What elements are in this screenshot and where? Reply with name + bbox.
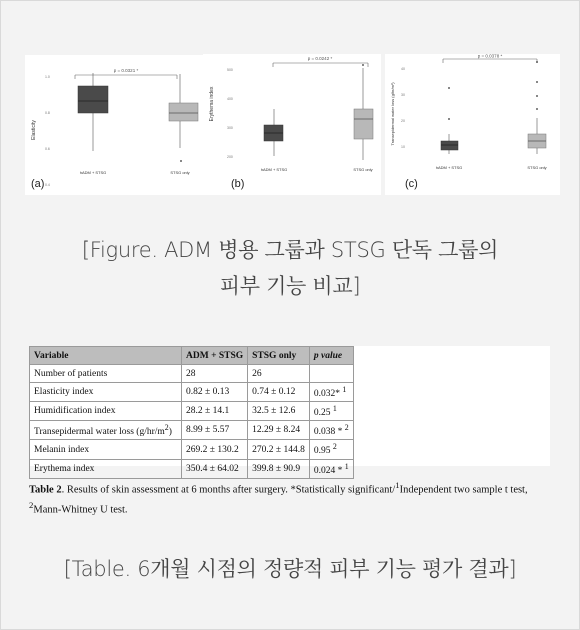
box-stsg-only bbox=[169, 103, 198, 121]
results-table-container bbox=[29, 346, 550, 476]
cell-adm: 269.2 ± 130.2 bbox=[182, 440, 248, 459]
cell-adm: 350.4 ± 64.02 bbox=[182, 459, 248, 478]
x-category: STSG only bbox=[527, 165, 547, 170]
cell-variable: Humidification index bbox=[30, 402, 182, 421]
table-row bbox=[30, 402, 354, 421]
box-stsg-only bbox=[354, 109, 373, 139]
cell-adm: 0.82 ± 0.13 bbox=[182, 383, 248, 402]
outlier-point bbox=[448, 118, 450, 120]
cell-variable: Erythema index bbox=[30, 459, 182, 478]
boxplot-c bbox=[385, 54, 560, 195]
y-tick: 200 bbox=[227, 155, 233, 159]
table-title: Table 2 bbox=[29, 484, 62, 496]
y-tick: 0.6 bbox=[45, 147, 50, 151]
header-variable: Variable bbox=[30, 347, 182, 365]
cell-p bbox=[309, 365, 353, 383]
results-table bbox=[29, 346, 354, 479]
cell-p: 0.25 $^1$ bbox=[309, 402, 353, 421]
table-caption: [Table. 6개월 시점의 정량적 피부 기능 평가 결과] bbox=[63, 557, 517, 581]
cell-variable: Number of patients bbox=[30, 365, 182, 383]
figure-panel-b bbox=[203, 54, 381, 195]
table-row bbox=[30, 421, 354, 440]
cell-p: 0.95 $^2$ bbox=[309, 440, 353, 459]
y-tick: 500 bbox=[227, 68, 233, 72]
y-tick: 10 bbox=[401, 145, 405, 149]
table-row bbox=[30, 440, 354, 459]
outlier-point bbox=[536, 95, 538, 97]
outlier-point bbox=[180, 160, 182, 162]
y-axis-label: Erythema index bbox=[209, 86, 215, 122]
cell-stsg: 0.74 ± 0.12 bbox=[248, 383, 310, 402]
box-hadm-stsg bbox=[441, 141, 458, 150]
box-hadm-stsg bbox=[78, 86, 108, 113]
y-axis-label: Transepidermal water loss (g/hr/m²) bbox=[390, 82, 395, 146]
cell-p: 0.038 * $^2$ bbox=[309, 421, 353, 440]
figure-caption-line-2: 피부 기능 비교] bbox=[219, 274, 361, 298]
panel-label: (a) bbox=[31, 178, 45, 190]
y-tick: 0.4 bbox=[45, 183, 50, 187]
figure-panel-c bbox=[385, 54, 560, 195]
y-tick: 30 bbox=[401, 93, 405, 97]
x-category: hADM + STSG bbox=[435, 165, 463, 170]
y-tick: 300 bbox=[227, 126, 233, 130]
cell-adm: 8.99 ± 5.57 bbox=[182, 421, 248, 440]
cell-variable: Elasticity index bbox=[30, 383, 182, 402]
y-tick: 20 bbox=[401, 119, 405, 123]
figure-caption-line-1: [Figure. ADM 병용 그룹과 STSG 단독 그룹의 bbox=[81, 238, 499, 262]
table-row bbox=[30, 365, 354, 383]
boxplot-b bbox=[203, 54, 381, 195]
x-category: STSG only bbox=[353, 167, 373, 172]
y-tick: 400 bbox=[227, 97, 233, 101]
cell-stsg: 270.2 ± 144.8 bbox=[248, 440, 310, 459]
outlier-point bbox=[362, 64, 364, 66]
cell-adm: 28.2 ± 14.1 bbox=[182, 402, 248, 421]
outlier-point bbox=[536, 108, 538, 110]
x-category: hADM + STSG bbox=[260, 167, 288, 172]
table-footnote: Table 2. Results of skin assessment at 6 months after surgery. *Statistically significant/$^1$Independent two sample t test, $^2$Mann-Whitney U test. bbox=[29, 480, 528, 515]
cell-p: 0.024 * $^1$ bbox=[309, 459, 353, 478]
outlier-point bbox=[448, 87, 450, 89]
header-stsg-only: STSG only bbox=[248, 347, 310, 365]
header-p-value: p value bbox=[309, 347, 353, 365]
table-row bbox=[30, 459, 354, 478]
cell-stsg: 399.8 ± 90.9 bbox=[248, 459, 310, 478]
panel-label: (b) bbox=[231, 178, 245, 190]
panel-label: (c) bbox=[405, 178, 418, 190]
p-annotation: p = 0.0378 * bbox=[477, 54, 503, 59]
cell-stsg: 32.5 ± 12.6 bbox=[248, 402, 310, 421]
header-adm-stsg: ADM + STSG bbox=[182, 347, 248, 365]
outlier-point bbox=[536, 61, 538, 63]
cell-stsg: 26 bbox=[248, 365, 310, 383]
p-annotation: p = 0.0321 * bbox=[113, 68, 139, 73]
figure-panel-a bbox=[25, 55, 213, 195]
cell-variable: Transepidermal water loss $(g/hr/m^2)$ bbox=[30, 421, 182, 440]
y-axis-label: Elasticity bbox=[31, 120, 37, 140]
cell-p: 0.032* $^1$ bbox=[309, 383, 353, 402]
table-header-row bbox=[30, 347, 354, 365]
cell-stsg: 12.29 ± 8.24 bbox=[248, 421, 310, 440]
x-category: STSG only bbox=[170, 170, 190, 175]
table-row bbox=[30, 383, 354, 402]
x-category: hADM + STSG bbox=[79, 170, 107, 175]
boxplot-a bbox=[25, 55, 213, 195]
p-annotation: p = 0.0242 * bbox=[307, 56, 333, 61]
y-tick: 1.0 bbox=[45, 75, 50, 79]
y-tick: 0.8 bbox=[45, 111, 50, 115]
y-tick: 40 bbox=[401, 67, 405, 71]
cell-adm: 28 bbox=[182, 365, 248, 383]
cell-variable: Melanin index bbox=[30, 440, 182, 459]
outlier-point bbox=[536, 81, 538, 83]
